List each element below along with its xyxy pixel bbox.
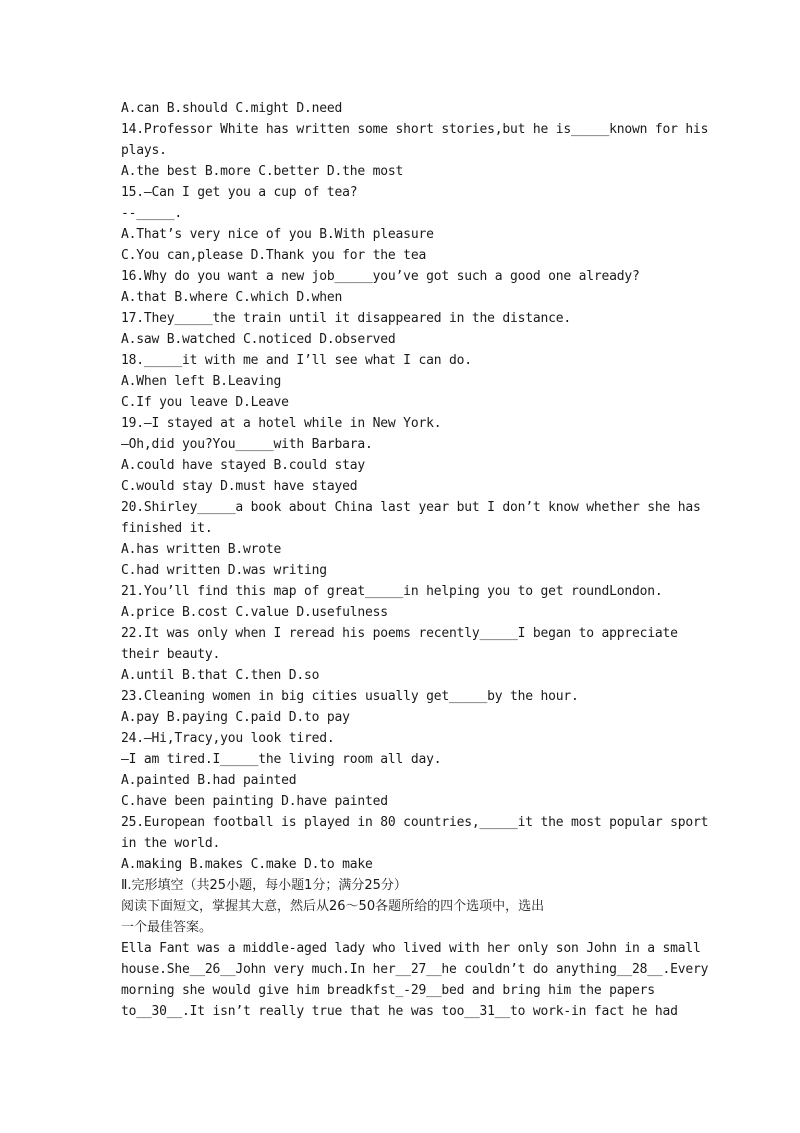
- question-14: 14.Professor White has written some short stories,but he is_____known for his: [121, 122, 709, 137]
- options-25: A.making B.makes C.make D.to make: [121, 857, 373, 872]
- question-18: 18._____it with me and I’ll see what I can do.: [121, 353, 472, 368]
- text-line: finished it.: [121, 521, 213, 536]
- options-14: A.the best B.more C.better D.the most: [121, 164, 404, 179]
- options-19-a: A.could have stayed B.could stay: [121, 458, 366, 473]
- options-20-c: C.had written D.was writing: [121, 563, 327, 578]
- passage-line: morning she would give him breadkfst_-29__bed and bring him the papers: [121, 983, 655, 998]
- options-23: A.pay B.paying C.paid D.to pay: [121, 710, 350, 725]
- section-instructions-cont: 一个最佳答案。: [121, 920, 213, 935]
- section-heading: Ⅱ.完形填空（共25小题，每小题1分；满分25分）: [121, 878, 407, 893]
- question-21: 21.You’ll find this map of great_____in helping you to get roundLondon.: [121, 584, 663, 599]
- options-15-c: C.You can,please D.Thank you for the tea: [121, 248, 427, 263]
- options-15-a: A.That’s very nice of you B.With pleasure: [121, 227, 434, 242]
- question-24: 24.—Hi,Tracy,you look tired.: [121, 731, 335, 746]
- text-line: their beauty.: [121, 647, 221, 662]
- question-16: 16.Why do you want a new job_____you’ve got such a good one already?: [121, 269, 640, 284]
- options-18-c: C.If you leave D.Leave: [121, 395, 289, 410]
- options-20-a: A.has written B.wrote: [121, 542, 282, 557]
- text-line: --_____.: [121, 206, 183, 221]
- question-17: 17.They_____the train until it disappeared in the distance.: [121, 311, 571, 326]
- section-instructions: 阅读下面短文，掌握其大意，然后从26～50各题所给的四个选项中，选出: [121, 899, 545, 914]
- document-page: [121, 98, 709, 1022]
- options-18-a: A.When left B.Leaving: [121, 374, 282, 389]
- question-20: 20.Shirley_____a book about China last year but I don’t know whether she has: [121, 500, 701, 515]
- question-22: 22.It was only when I reread his poems recently_____I began to appreciate: [121, 626, 678, 641]
- options-24-c: C.have been painting D.have painted: [121, 794, 388, 809]
- text-line: plays.: [121, 143, 167, 158]
- text-line: —I am tired.I_____the living room all day.: [121, 752, 442, 767]
- options-24-a: A.painted B.had painted: [121, 773, 297, 788]
- passage-line: house.She__26__John very much.In her__27__he couldn’t do anything__28__.Every: [121, 962, 709, 977]
- options-19-c: C.would stay D.must have stayed: [121, 479, 358, 494]
- text-line: —Oh,did you?You_____with Barbara.: [121, 437, 373, 452]
- options-22: A.until B.that C.then D.so: [121, 668, 320, 683]
- text-line: A.can B.should C.might D.need: [121, 101, 343, 116]
- options-16: A.that B.where C.which D.when: [121, 290, 343, 305]
- question-19: 19.—I stayed at a hotel while in New York.: [121, 416, 442, 431]
- question-15: 15.—Can I get you a cup of tea?: [121, 185, 358, 200]
- passage-line: to__30__.It isn’t really true that he was too__31__to work-in fact he had: [121, 1004, 678, 1019]
- options-21: A.price B.cost C.value D.usefulness: [121, 605, 388, 620]
- options-17: A.saw B.watched C.noticed D.observed: [121, 332, 396, 347]
- text-line: in the world.: [121, 836, 221, 851]
- question-23: 23.Cleaning women in big cities usually get_____by the hour.: [121, 689, 579, 704]
- passage-line: Ella Fant was a middle-aged lady who lived with her only son John in a small: [121, 941, 701, 956]
- question-25: 25.European football is played in 80 countries,_____it the most popular sport: [121, 815, 709, 830]
